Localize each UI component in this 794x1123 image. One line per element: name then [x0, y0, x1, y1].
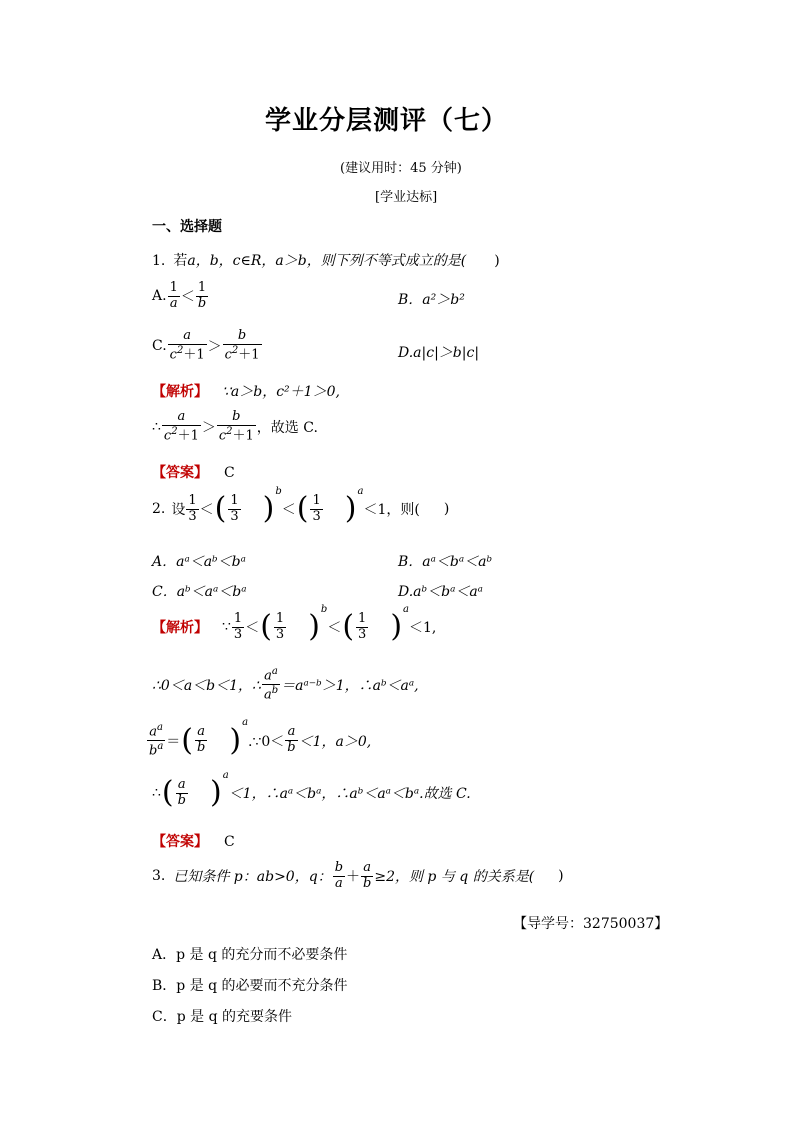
page-title: 学业分层测评（七）: [265, 106, 509, 136]
q3-option-b: B．p 是 q 的必要而不充分条件: [152, 978, 348, 994]
fraction: $\frac{a}{b}$: [197, 724, 206, 756]
q2-answer: 【答案】 C: [152, 834, 235, 850]
fraction: $\frac{a}{c^2+1}$: [163, 409, 199, 444]
fraction: $\frac{1}{3}$: [358, 611, 367, 642]
fraction: $\frac{a^a}{a^b}$: [263, 666, 279, 703]
guide-number: 【导学号：32750037】: [513, 916, 669, 932]
fraction: $\frac{a^a}{b^a}$: [149, 722, 164, 759]
time-note: (建议用时：45 分钟): [340, 161, 462, 176]
fraction: $\frac{b}{c^2+1}$: [224, 328, 260, 363]
fraction: $\frac{b}{a}$: [334, 860, 344, 891]
q1-option-d: D.a|c|＞b|c|: [398, 345, 480, 361]
q2-analysis-line2: ∴0＜a＜b＜1，∴ $\frac{a^a}{a^b}$ ＝aᵃ⁻ᵇ＞1，∴aᵇ＜aᵃ,: [152, 666, 419, 703]
q2-option-a: A．aᵃ＜aᵇ＜bᵃ: [152, 554, 246, 570]
fraction: $\frac{1}{a}$: [169, 280, 178, 311]
fraction: $\frac{a}{c^2+1}$: [169, 328, 205, 363]
fraction: $\frac{1}{3}$: [230, 493, 239, 524]
q2-analysis-line3: $\frac{a^a}{b^a}$ ＝( $\frac{a}{b}$ )$^a$.∵0＜ $\frac{a}{b}$ ＜1，a＞0,: [149, 717, 372, 759]
q2-option-b: B．aᵃ＜bᵃ＜aᵇ: [398, 554, 493, 570]
fraction: $\frac{a}{b}$: [177, 777, 186, 808]
q2-option-c: C．aᵇ＜aᵃ＜bᵃ: [152, 584, 247, 600]
fraction: $\frac{a}{b}$: [363, 860, 372, 891]
q1-analysis-line2: ∴ $\frac{a}{c^2+1}$ ＞ $\frac{b}{c^2+1}$ ，故选 C.: [152, 409, 318, 444]
fraction: $\frac{1}{3}$: [188, 493, 197, 524]
q2-stem: 2. 设 $\frac{1}{3}$ ＜( $\frac{1}{3}$ )$^b$＜( $\frac{1}{3}$ )$^a$＜1，则( ): [152, 485, 450, 527]
fraction: $\frac{b}{c^2+1}$: [218, 409, 254, 444]
q1-option-b: B．a²＞b²: [398, 292, 465, 308]
fraction: $\frac{1}{3}$: [275, 611, 285, 642]
q1-option-c: C. $\frac{a}{c^2+1}$ ＞ $\frac{b}{c^2+1}$: [152, 328, 260, 363]
q2-option-d: D.aᵇ＜bᵃ＜aᵃ: [398, 584, 483, 600]
q2-analysis-line4: ∴( $\frac{a}{b}$ )$^a$＜1，∴aᵃ＜bᵃ，∴aᵇ＜aᵃ＜bᵃ.故选 C.: [152, 769, 471, 811]
fraction: $\frac{1}{b}$: [197, 280, 207, 311]
q1-analysis: 【解析】 ∵a＞b，c²＋1＞0,: [152, 384, 340, 400]
q3-option-c: C．p 是 q 的充要条件: [152, 1009, 292, 1025]
q1-option-a: A. $\frac{1}{a}$ ＜ $\frac{1}{b}$: [152, 280, 207, 311]
section-tag: [学业达标]: [375, 190, 438, 205]
q3-stem: 3. 已知条件 p：ab>0，q： $\frac{b}{a}$ ＋ $\frac{a}{b}$ ≥2，则 p 与 q 的关系是( ): [152, 860, 564, 891]
fraction: $\frac{1}{3}$: [233, 611, 243, 642]
q1-answer: 【答案】 C: [152, 465, 235, 481]
q2-analysis: 【解析】 ∵ $\frac{1}{3}$ ＜( $\frac{1}{3}$ )$^b$＜( $\frac{1}{3}$ )$^a$＜1,: [152, 603, 437, 645]
fraction: $\frac{a}{b}$: [287, 724, 296, 756]
q3-option-a: A．p 是 q 的充分而不必要条件: [152, 947, 348, 963]
fraction: $\frac{1}{3}$: [312, 493, 321, 524]
q1-stem: 1. 若a，b，c∈R，a＞b，则下列不等式成立的是( ): [152, 253, 500, 269]
section-label: 一、选择题: [152, 219, 222, 235]
